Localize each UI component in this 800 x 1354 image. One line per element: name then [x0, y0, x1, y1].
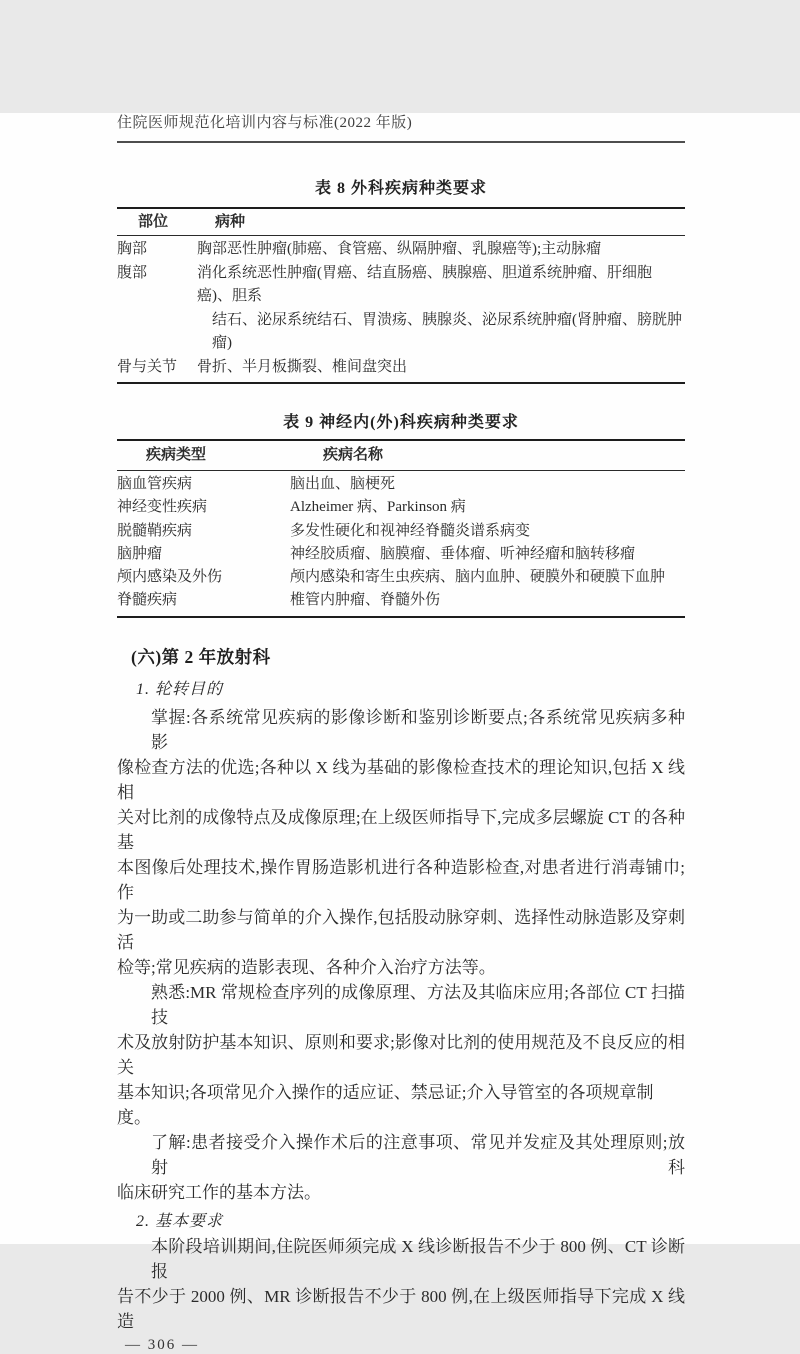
- table8-disease-line: 结石、泌尿系统结石、胃溃疡、胰腺炎、泌尿系统肿瘤(肾肿瘤、膀胱肿瘤): [212, 311, 682, 351]
- table9-name: 颅内感染和寄生虫疾病、脑内血肿、硬膜外和硬膜下血肿: [290, 569, 666, 586]
- table9-name: 椎管内肿瘤、脊髓外伤: [290, 592, 441, 609]
- table8-disease-line: 消化系统恶性肿瘤(胃癌、结直肠癌、胰腺癌、胆道系统肿瘤、肝细胞癌)、胆系: [197, 264, 652, 304]
- table9-type: 脱髓鞘疾病: [117, 522, 193, 539]
- table8-diseases: [197, 356, 685, 380]
- paragraph-master: [117, 705, 685, 980]
- table9-name: 脑出血、脑梗死: [290, 476, 396, 492]
- table8-caption: 表 8 外科疾病种类要求: [314, 180, 487, 197]
- text-line: 本图像后处理技术,操作胃肠造影机进行各种造影检查,对患者进行消毒铺巾;作: [117, 857, 685, 902]
- table8: [117, 207, 685, 384]
- text-line: 术及放射防护基本知识、原则和要求;影像对比剂的使用规范及不良反应的相关: [117, 1032, 685, 1077]
- table8-diseases: [197, 262, 685, 356]
- table9-body: [117, 471, 685, 616]
- table9-type: 脑肿瘤: [117, 545, 163, 562]
- table9-name: 多发性硬化和视神经脊髓炎谱系病变: [290, 522, 531, 539]
- table8-body: [117, 236, 685, 382]
- text-line: 本阶段培训期间,住院医师须完成 X 线诊断报告不少于 800 例、CT 诊断报: [151, 1236, 685, 1281]
- page-number: — 306 —: [125, 1336, 199, 1353]
- subsection-rotation-purpose: 1. 轮转目的: [136, 680, 224, 698]
- table9-name: Alzheimer 病、Parkinson 病: [290, 499, 466, 516]
- table8-col1-header: 部位: [138, 214, 169, 230]
- table9: [117, 439, 685, 618]
- table8-disease-line: 骨折、半月板撕裂、椎间盘突出: [197, 358, 408, 375]
- text-line: 检等;常见疾病的造影表现、各种介入治疗方法等。: [117, 957, 496, 977]
- table9-caption: 表 9 神经内(外)科疾病种类要求: [283, 414, 519, 431]
- table9-type: 神经变性疾病: [117, 499, 208, 516]
- table-row: [117, 566, 685, 589]
- paragraph-understand: [117, 1130, 685, 1205]
- text-line: 基本知识;各项常见介入操作的适应证、禁忌证;介入导管室的各项规章制度。: [117, 1082, 654, 1127]
- table9-col1-header: 疾病类型: [146, 447, 207, 463]
- paragraph-familiar: [117, 980, 685, 1130]
- table9-col2-header: 疾病名称: [323, 447, 384, 463]
- table8-part: 腹部: [117, 264, 148, 281]
- table8-disease-line: 胸部恶性肿瘤(肺癌、食管癌、纵隔肿瘤、乳腺癌等);主动脉瘤: [197, 241, 602, 257]
- running-head: 住院医师规范化培训内容与标准(2022 年版): [117, 113, 685, 143]
- table-row: [117, 496, 685, 519]
- table-row: [117, 356, 685, 380]
- text-line: 像检查方法的优选;各种以 X 线为基础的影像检查技术的理论知识,包括 X 线相: [117, 757, 685, 802]
- table-row: [117, 262, 685, 356]
- table8-header-row: [117, 209, 685, 236]
- text-line: 掌握:各系统常见疾病的影像诊断和鉴别诊断要点;各系统常见疾病多种影: [151, 707, 685, 752]
- table9-header-row: [117, 441, 685, 471]
- table9-type: 颅内感染及外伤: [117, 569, 223, 586]
- table-row: [117, 589, 685, 612]
- paragraph-requirements: [117, 1234, 685, 1334]
- text-line: 熟悉:MR 常规检查序列的成像原理、方法及其临床应用;各部位 CT 扫描技: [151, 982, 685, 1027]
- table-row: [117, 520, 685, 543]
- table8-col2-header: 病种: [215, 214, 246, 230]
- table9-type: 脊髓疾病: [117, 592, 178, 609]
- section-heading: (六)第 2 年放射科: [131, 646, 271, 667]
- text-line: 为一助或二助参与简单的介入操作,包括股动脉穿刺、选择性动脉造影及穿刺活: [117, 907, 685, 952]
- table8-part: 骨与关节: [117, 358, 178, 375]
- text-line: 临床研究工作的基本方法。: [117, 1182, 321, 1202]
- page-content: [117, 113, 685, 1354]
- table9-name: 神经胶质瘤、脑膜瘤、垂体瘤、听神经瘤和脑转移瘤: [290, 545, 636, 562]
- document-page: [0, 113, 800, 1353]
- table8-diseases: [197, 238, 685, 262]
- table-row: [117, 238, 685, 262]
- table-row: [117, 543, 685, 566]
- table-row: [117, 473, 685, 496]
- text-line: 关对比剂的成像特点及成像原理;在上级医师指导下,完成多层螺旋 CT 的各种基: [117, 807, 685, 852]
- text-line: 了解:患者接受介入操作术后的注意事项、常见并发症及其处理原则;放射科: [151, 1132, 685, 1177]
- table8-part: 胸部: [117, 241, 148, 257]
- text-line: 告不少于 2000 例、MR 诊断报告不少于 800 例,在上级医师指导下完成 X 线造: [117, 1286, 685, 1331]
- subsection-basic-requirements: 2. 基本要求: [136, 1212, 224, 1230]
- table9-type: 脑血管疾病: [117, 476, 193, 492]
